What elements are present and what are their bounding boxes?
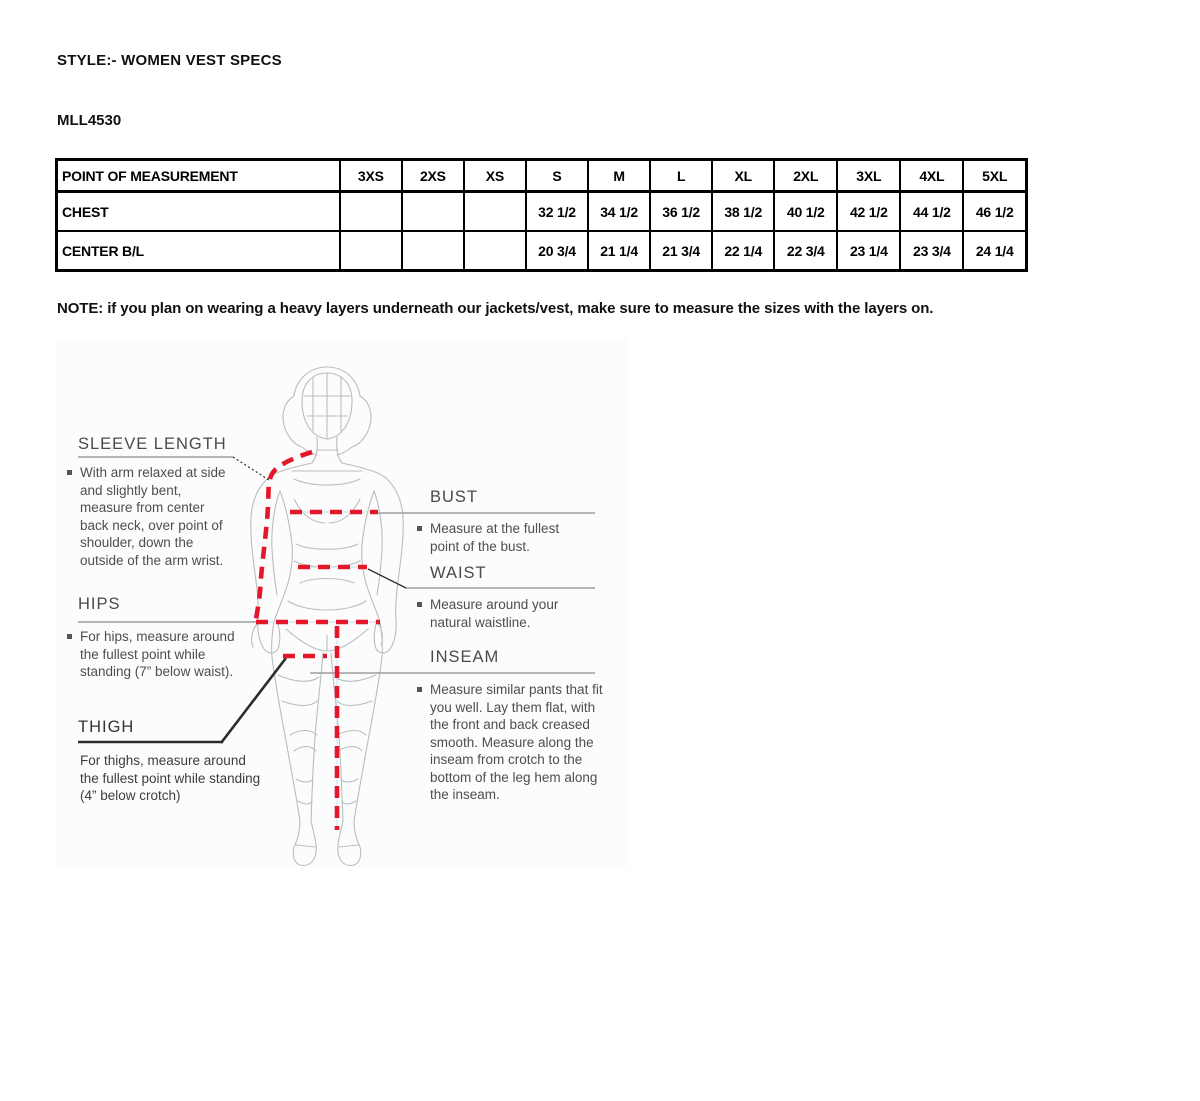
table-cell: 21 3/4: [650, 231, 712, 271]
sleeve-length-text-block: [67, 464, 232, 569]
waist-text-block: [417, 596, 582, 631]
row-label: CENTER B/L: [57, 231, 340, 271]
bullet-square-icon: [67, 634, 72, 639]
thigh-text-block: [80, 752, 262, 805]
column-header: M: [588, 160, 650, 192]
inseam-text: Measure similar pants that fit you well. Lay them flat, with the front and back creased smooth. Measure along the inseam from crotch to the bottom of the leg hem along the inseam.: [430, 682, 603, 802]
size-spec-table: [55, 158, 1028, 272]
table-cell: [402, 231, 464, 271]
column-header: XS: [464, 160, 526, 192]
model-number: MLL4530: [57, 112, 122, 129]
table-cell: 40 1/2: [774, 192, 837, 232]
measurement-diagram: [55, 338, 628, 868]
table-cell: [464, 192, 526, 232]
inseam-heading: INSEAM: [430, 648, 500, 666]
column-header: 5XL: [963, 160, 1026, 192]
table-cell: [464, 231, 526, 271]
bullet-square-icon: [417, 602, 422, 607]
table-header-row: [57, 160, 1027, 192]
column-header: 2XS: [402, 160, 464, 192]
table-cell: 44 1/2: [900, 192, 963, 232]
page-title: STYLE:- WOMEN VEST SPECS: [57, 52, 282, 69]
bullet-square-icon: [417, 687, 422, 692]
hips-heading: HIPS: [78, 595, 121, 613]
table-cell: 46 1/2: [963, 192, 1026, 232]
table-cell: 38 1/2: [712, 192, 774, 232]
column-header: XL: [712, 160, 774, 192]
table-cell: 20 3/4: [526, 231, 588, 271]
column-header: 4XL: [900, 160, 963, 192]
bust-text-block: [417, 520, 582, 555]
table-cell: 23 1/4: [837, 231, 900, 271]
table-cell: 21 1/4: [588, 231, 650, 271]
note-text: NOTE: if you plan on wearing a heavy layers underneath our jackets/vest, make sure to measure the sizes with the layers on.: [57, 300, 934, 317]
column-header: POINT OF MEASUREMENT: [57, 160, 340, 192]
hips-text-block: [67, 628, 242, 681]
table-cell: 24 1/4: [963, 231, 1026, 271]
table-row: [57, 192, 1027, 232]
column-header: 2XL: [774, 160, 837, 192]
table-cell: 22 3/4: [774, 231, 837, 271]
sleeve-length-text: With arm relaxed at side and slightly bent, measure from center back neck, over point of shoulder, down the outside of the arm wrist.: [80, 465, 226, 568]
table-cell: 42 1/2: [837, 192, 900, 232]
thigh-heading: THIGH: [78, 718, 135, 736]
table-cell: 34 1/2: [588, 192, 650, 232]
table-cell: [340, 192, 402, 232]
mannequin-wireframe: [251, 367, 403, 865]
bust-text: Measure at the fullest point of the bust.: [430, 521, 560, 554]
column-header: 3XL: [837, 160, 900, 192]
table-cell: 22 1/4: [712, 231, 774, 271]
table-cell: 23 3/4: [900, 231, 963, 271]
waist-text: Measure around your natural waistline.: [430, 597, 559, 630]
inseam-text-block: [417, 681, 605, 804]
table-row: [57, 231, 1027, 271]
bust-heading: BUST: [430, 488, 479, 506]
table-cell: 36 1/2: [650, 192, 712, 232]
bullet-square-icon: [67, 470, 72, 475]
table-cell: [340, 231, 402, 271]
column-header: S: [526, 160, 588, 192]
row-label: CHEST: [57, 192, 340, 232]
column-header: 3XS: [340, 160, 402, 192]
sleeve-length-heading: SLEEVE LENGTH: [78, 435, 227, 453]
bullet-square-icon: [417, 526, 422, 531]
table-cell: 32 1/2: [526, 192, 588, 232]
waist-heading: WAIST: [430, 564, 487, 582]
column-header: L: [650, 160, 712, 192]
hips-text: For hips, measure around the fullest point while standing (7” below waist).: [80, 629, 235, 679]
thigh-text: For thighs, measure around the fullest point while standing (4” below crotch): [80, 753, 261, 803]
table-cell: [402, 192, 464, 232]
